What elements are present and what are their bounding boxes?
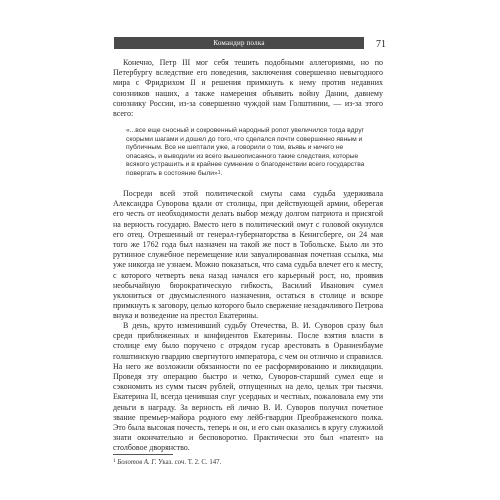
block-quote bbox=[126, 127, 370, 179]
paragraph-1 bbox=[113, 58, 383, 119]
footnote-number: 1 bbox=[113, 459, 116, 464]
footnote-text: Указ. соч. Т. 2. С. 147. bbox=[158, 459, 222, 466]
paragraph-2 bbox=[113, 189, 383, 322]
quote-end-punct: . bbox=[220, 169, 223, 177]
running-header-title: Командир полка bbox=[213, 39, 265, 47]
paragraph-2-text: Посреди всей этой политической смуты сама судьба удерживала Александра Суворова вдали от столицы, при действующей армии, оберегая его честь от необходимости делать выбор между долгом патриота и присягой на верность государю. Вместо него в политический омут с головой окунулся его отец. Отрешенный от генерал-губернаторства в Кенигсберге, он 24 мая того же 1762 года был назначен на такой же пост в Тобольске. Было ли это рутинное служебное перемещение или завуалированная почетная ссылка, мы уже никогда не узнаем. Можно показаться, что сама судьба влечет его к месту, с которого четверть века назад начался его карьерный рост, но, проявив необычайную бюрократическую гибкость, Василий Иванович сумел уклониться от двусмысленного назначения, остаться в столице и вскоре примкнуть к заговору, целью которого было свержение незадачливого Петрова внука и возведение на престол Екатерины. bbox=[113, 189, 383, 321]
page-number: 71 bbox=[376, 39, 386, 50]
quote-footnote-ref[interactable]: 1 bbox=[217, 169, 221, 176]
footnote bbox=[113, 458, 383, 467]
footnote-author: Болотов А. Г. bbox=[117, 459, 157, 466]
footnote-divider bbox=[113, 454, 173, 455]
paragraph-3 bbox=[113, 321, 383, 454]
paragraph-1-text: Конечно, Петр III мог себя тешить подобными аллегориями, но по Петербургу вследствие его поведения, заключения совершенно невыгодного мира с Фридрихом II и решения примкнуть к нему против недавних союзников наших, а также намерения объявить войну Дании, давнему союзнику России, из-за совершенно чуждой нам Голштинии, — из-за этого всего: bbox=[113, 58, 383, 119]
quote-text: «...все еще сносный и сокровенный народный ропот увеличился тогда вдруг скорыми шагами и дошел до того, что сделался почти совершенно явным и публичным. Все не шептали уже, а говорили о том, въявь и ничего не опасаясь, и выводили из всего вышеописанного такие следствия, которые всякого устрашить и в крайнее сумнение о благоденствии всего государства повергать в состояние были» bbox=[126, 127, 365, 177]
paragraph-3-text: В день, круто изменивший судьбу Отечества, В. И. Суворов сразу был среди приближенных и конфидентов Екатерины. После взятия власти в столице ему было поручено с отрядом гусар арестовать в Ораниенбауме голштинскую гвардию свергнутого императора, с чем он отлично и справился. На него же возложили обязанности по ее расформированию и ликвидации. Проведя эту операцию быстро и четко, Суворов-старший сумел еще и сэкономить из сумм тысяч рублей, отпущенных на дело, целых три тысячи. Екатерина II, всегда ценившая слуг усердных и честных, пожаловала ему эти деньги в награду. За верность ей лично В. И. Суворов получил почетное звание премьер-майора родного ему лейб-гвардии Преображенского полка. Это была высокая почесть, теперь и он, и его сын оказались в кругу служилой знати окончательно и бесповоротно. Практически это был «патент» на столбовое дворянство. bbox=[113, 321, 383, 453]
